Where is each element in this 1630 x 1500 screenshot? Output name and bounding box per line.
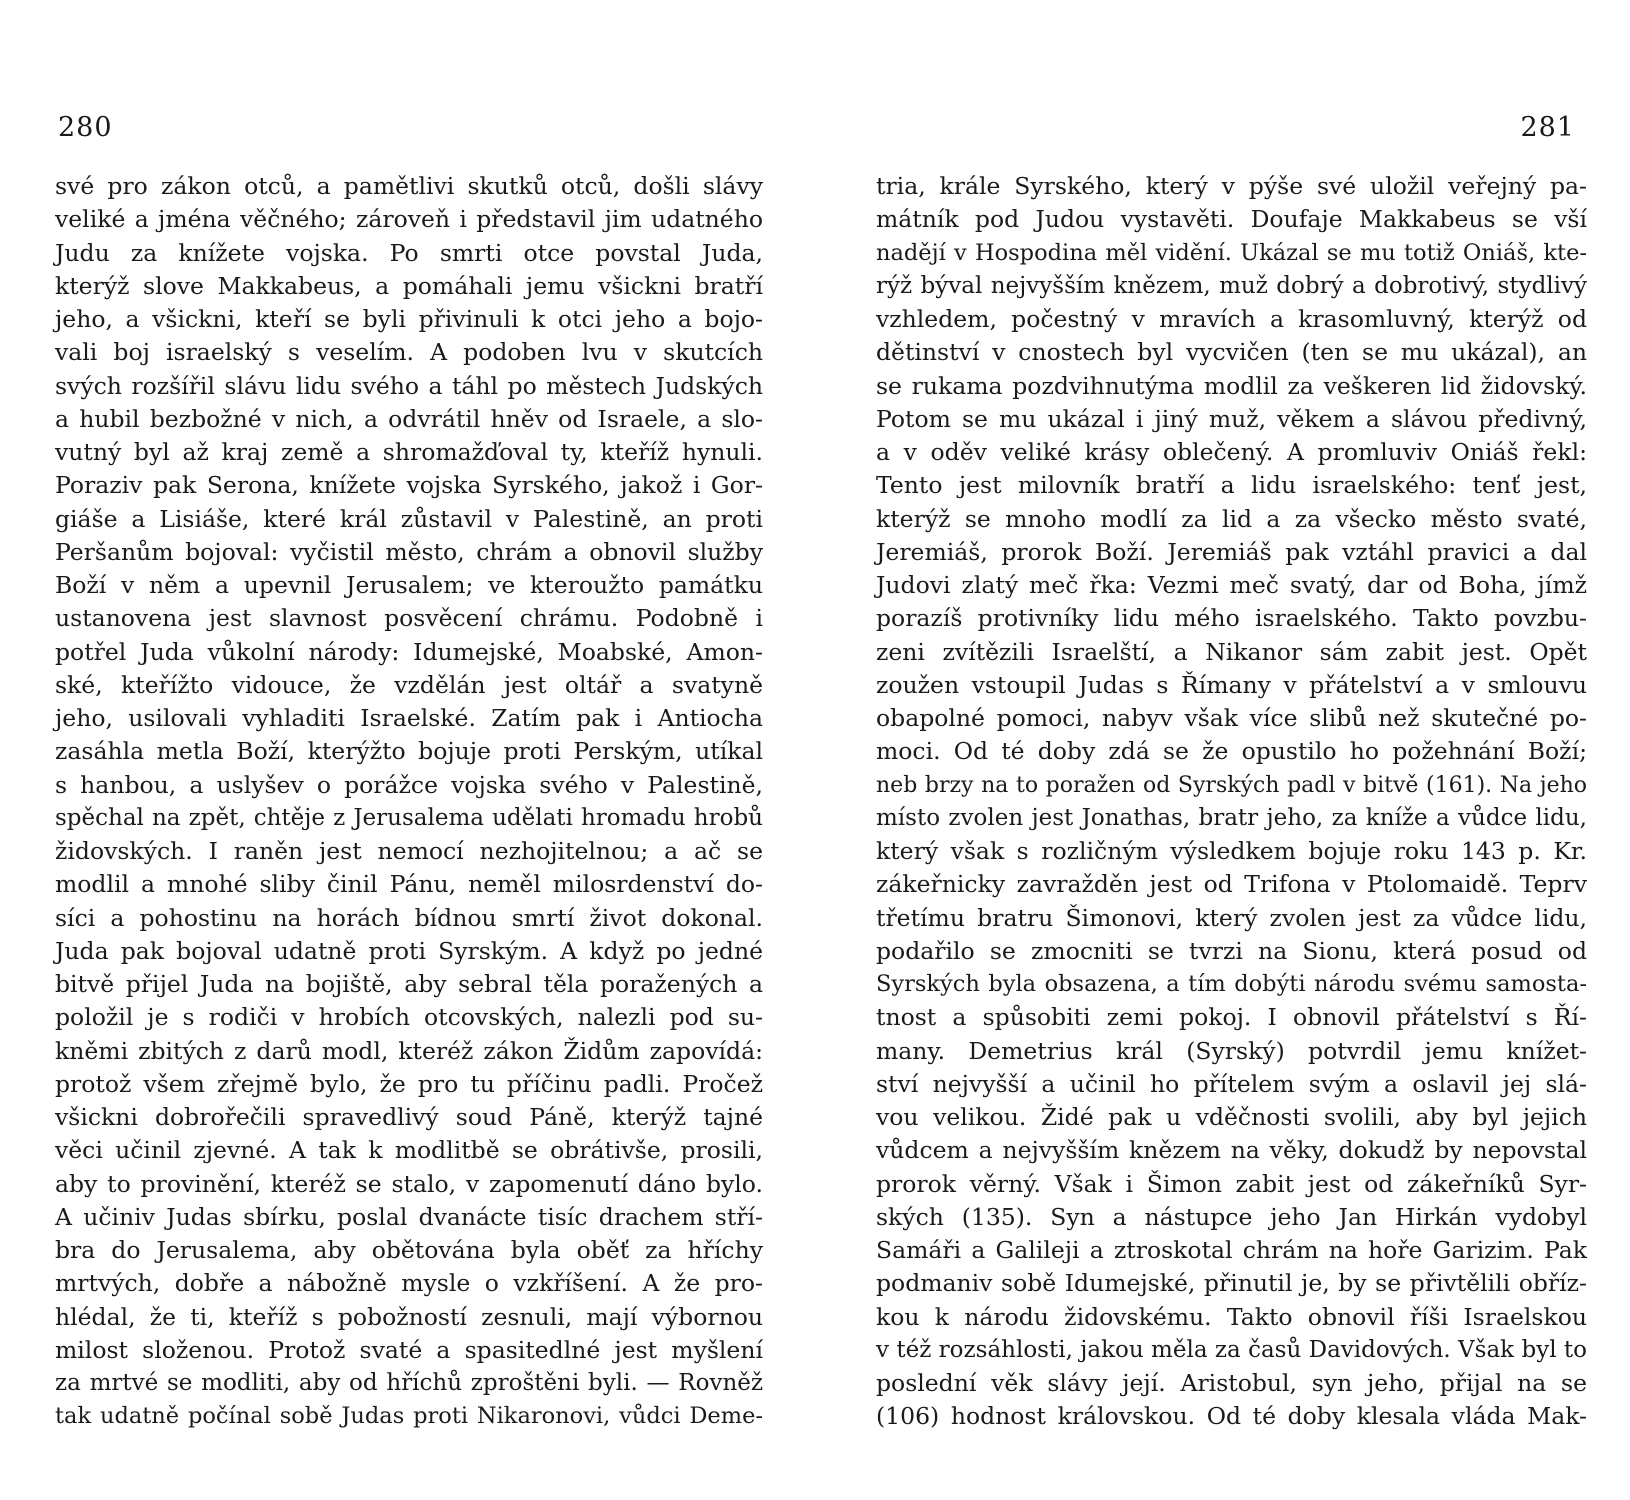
text-line: podmaniv sobě Idumejské, přinutil je, by se přivtělili obříz- [876,1269,1587,1298]
text-line: bitvě přijel Juda na bojiště, aby sebral těla poražených a [55,970,763,998]
text-line: zoužen vstoupil Judas s Římany v přátelství a v smlouvu [876,670,1587,699]
text-line: Samáři a Galileji a ztroskotal chrám na hoře Garizim. Pak [876,1236,1587,1264]
text-line: mátník pod Judou vystavěti. Doufaje Makkabeus se vší [876,205,1587,234]
text-line: tnost a spůsobiti zemi pokoj. I obnovil přátelství s Ří- [876,1003,1587,1032]
text-line: prorok věrný. Však i Šimon zabit jest od zákeřníků Syr- [876,1169,1587,1198]
page-text [55,170,763,1434]
text-line: podařilo se zmocniti se tvrzi na Sionu, která posud od [876,936,1587,965]
text-line: Peršanům bojoval: vyčistil město, chrám a obnovil služby [55,537,763,566]
text-line: třetímu bratru Šimonovi, který zvolen jest za vůdce lidu, [876,903,1587,932]
text-line: bra do Jerusalema, aby obětována byla oběť za hříchy [55,1236,763,1264]
text-line: vou velikou. Židé pak u vděčnosti svolili, aby byl jejich [876,1103,1587,1131]
text-line: moci. Od té doby zdá se že opustilo ho požehnání Boží; [876,737,1587,766]
page-number: 281 [1520,112,1575,143]
text-line: poslední věk slávy její. Aristobul, syn jeho, přijal na se [876,1369,1587,1397]
text-line: hlédal, že ti, kteříž s pobožností zesnuli, mají výbornou [55,1302,763,1331]
text-line: porazíš protivníky lidu mého israelského. Takto povzbu- [876,604,1587,633]
text-line: (106) hodnost královskou. Od té doby klesala vláda Mak- [876,1402,1587,1431]
text-line: obapolné pomoci, nabyv však více slibů než skutečné po- [876,704,1587,732]
text-line: v též rozsáhlosti, jakou měla za časů Davidových. Však byl to [876,1336,1587,1363]
text-line: kou k národu židovskému. Takto obnovil říši Israelskou [876,1302,1587,1331]
text-line: svých rozšířil slávu lidu svého a táhl po městech Judských [55,371,763,400]
text-line: místo zvolen jest Jonathas, bratr jeho, za kníže a vůdce lidu, [876,804,1587,831]
text-line: a hubil bezbožné v nich, a odvrátil hněv od Israele, a slo- [55,404,763,433]
text-line: který však s rozličným výsledkem bojuje roku 143 p. Kr. [876,837,1587,865]
text-line: Jeremiáš, prorok Boží. Jeremiáš pak vztáhl pravici a dal [876,537,1587,566]
text-line: židovských. I raněn jest nemocí nezhojitelnou; a ač se [55,837,763,865]
text-line: veliké a jména věčného; zároveň i představil jim udatného [55,205,763,234]
text-line: ské, kteřížto vidouce, že vzdělán jest oltář a svatyně [55,670,763,699]
page-text [876,170,1587,1434]
text-line: jeho, a všickni, kteří se byli přivinuli k otci jeho a bojo- [55,305,763,333]
page-number: 280 [58,112,113,143]
text-line: Judovi zlatý meč řka: Vezmi meč svatý, dar od Boha, jímž [876,571,1587,599]
text-line: věci učinil zjevné. A tak k modlitbě se obrátivše, prosili, [55,1136,763,1165]
text-line: ustanovena jest slavnost posvěcení chrámu. Podobně i [55,604,763,633]
text-line: zákeřnicky zavražděn jest od Trifona v Ptolomaidě. Teprv [876,870,1587,899]
text-line: giáše a Lisiáše, které král zůstavil v Palestině, an proti [55,504,763,533]
text-line: neb brzy na to poražen od Syrských padl v bitvě (161). Na jeho [876,772,1587,798]
text-line: jeho, usilovali vyhladiti Israelské. Zatím pak i Antiocha [55,704,763,732]
text-line: spěchal na zpět, chtěje z Jerusalema udělati hromadu hrobů [55,804,763,831]
text-line: kněmi zbitých z darů modl, kteréž zákon Židům zapovídá: [55,1036,763,1065]
text-line: tria, krále Syrského, který v pýše své uložil veřejný pa- [876,172,1587,200]
text-line: své pro zákon otců, a pamětlivi skutků otců, došli slávy [55,172,763,200]
text-line: Tento jest milovník bratří a lidu israelského: tenť jest, [876,471,1587,500]
text-line: ských (135). Syn a nástupce jeho Jan Hirkán vydobyl [876,1202,1587,1231]
text-line: položil je s rodiči v hrobích otcovských, nalezli pod su- [55,1003,763,1032]
text-line: dětinství v cnostech byl vycvičen (ten se mu ukázal), an [876,338,1587,367]
text-line: Poraziv pak Serona, knížete vojska Syrského, jakož i Gor- [55,471,763,500]
text-line: všickni dobrořečili spravedlivý soud Páně, kterýž tajné [55,1103,763,1131]
text-line: a v oděv veliké krásy oblečený. A promluviv Oniáš řekl: [876,438,1587,466]
text-line: A učiniv Judas sbírku, poslal dvanácte tisíc drachem stří- [55,1202,763,1231]
text-line: Syrských byla obsazena, a tím dobýti národu svému samosta- [876,971,1587,997]
text-line: tak udatně počínal sobě Judas proti Nikaronovi, vůdci Deme- [55,1403,763,1430]
text-line: kterýž slove Makkabeus, a pomáhali jemu všickni bratří [55,271,763,300]
text-line: potřel Juda vůkolní národy: Idumejské, Moabské, Amon- [55,637,763,666]
text-line: rýž býval nejvyšším knězem, muž dobrý a dobrotivý, stydlivý [876,272,1587,299]
text-line: milost složenou. Protož svaté a spasitedlné jest myšlení [55,1335,763,1364]
text-line: protož všem zřejmě bylo, že pro tu příčinu padli. Pročež [55,1069,763,1098]
text-line: modlil a mnohé sliby činil Pánu, neměl milosrdenství do- [55,870,763,899]
text-line: nadějí v Hospodina měl vidění. Ukázal se mu totiž Oniáš, kte- [876,239,1587,266]
text-line: Boží v něm a upevnil Jerusalem; ve kteroužto památku [55,571,763,599]
text-line: kterýž se mnoho modlí za lid a za všecko město svaté, [876,504,1587,533]
text-line: mrtvých, dobře a nábožně mysle o vzkříšení. A že pro- [55,1269,763,1298]
text-line: vůdcem a nejvyšším knězem na věky, dokudž by nepovstal [876,1136,1587,1165]
text-line: se rukama pozdvihnutýma modlil za veškeren lid židovský. [876,371,1587,400]
text-line: ství nejvyšší a učinil ho přítelem svým a oslavil jej slá- [876,1069,1587,1098]
text-line: vutný byl až kraj země a shromažďoval ty, kteříž hynuli. [55,438,763,466]
text-line: aby to provinění, kteréž se stalo, v zapomenutí dáno bylo. [55,1169,763,1198]
right-page [815,0,1630,1500]
text-line: Juda pak bojoval udatně proti Syrským. A když po jedné [55,936,763,965]
text-line: zasáhla metla Boží, kterýžto bojuje proti Perským, utíkal [55,737,763,766]
text-line: Potom se mu ukázal i jiný muž, věkem a slávou předivný, [876,404,1587,433]
text-line: zeni zvítězili Israelští, a Nikanor sám zabit jest. Opět [876,637,1587,666]
text-line: vali boj israelský s veselím. A podoben lvu v skutcích [55,338,763,367]
text-line: many. Demetrius král (Syrský) potvrdil jemu knížet- [876,1036,1587,1065]
text-line: za mrtvé se modliti, aby od hříchů zproštěni byli. — Rovněž [55,1370,763,1396]
text-line: síci a pohostinu na horách bídnou smrtí život dokonal. [55,903,763,932]
text-line: Judu za knížete vojska. Po smrti otce povstal Juda, [55,238,763,267]
text-line: vzhledem, počestný v mravích a krasomluvný, kterýž od [876,305,1587,333]
text-line: s hanbou, a uslyšev o porážce vojska svého v Palestině, [55,770,763,799]
